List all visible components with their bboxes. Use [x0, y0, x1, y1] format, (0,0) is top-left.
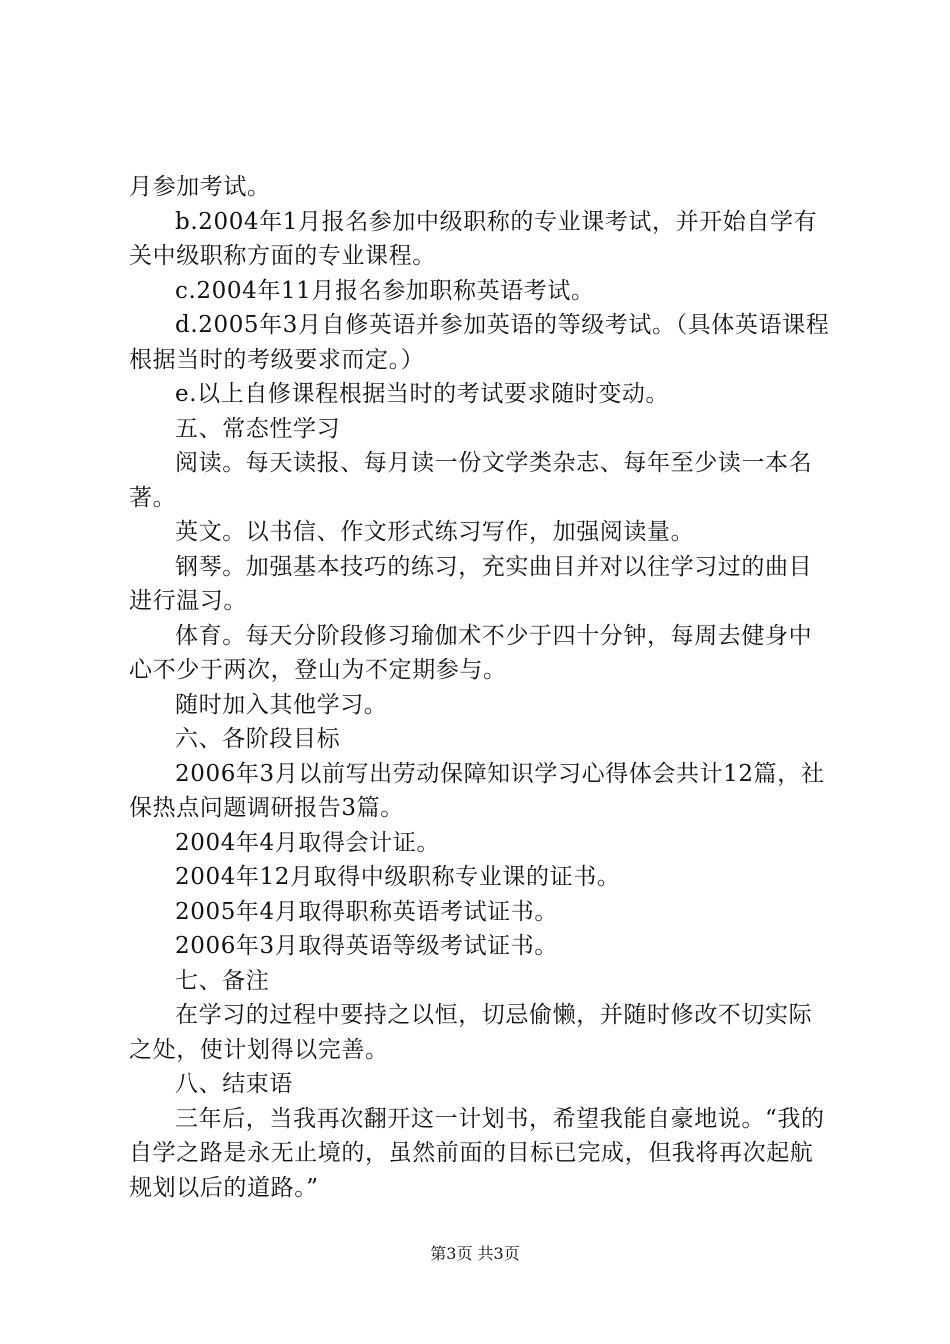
- page-footer: 第3页 共3页: [430, 1244, 520, 1263]
- paragraph: 2004年4月取得会计证。: [175, 829, 440, 856]
- document-body: [129, 170, 834, 1205]
- section-heading: 五、常态性学习: [175, 415, 341, 442]
- paragraph: 体育。每天分阶段修习瑜伽术不少于四十分钟，每周去健身中心不少于两次，登山为不定期参与。: [129, 622, 813, 683]
- section-heading: 八、结束语: [175, 1071, 293, 1097]
- paragraph: b.2004年1月报名参加中级职称的专业课考试，并开始自学有关中级职称方面的专业课程。: [129, 208, 818, 269]
- paragraph: 2005年4月取得职称英语考试证书。: [175, 898, 558, 925]
- paragraph: 钢琴。加强基本技巧的练习，充实曲目并对以往学习过的曲目进行温习。: [129, 553, 813, 614]
- paragraph: 月参加考试。: [129, 174, 271, 200]
- section-heading: 六、各阶段目标: [175, 726, 341, 752]
- paragraph: d.2005年3月自修英语并参加英语的等级考试。（具体英语课程根据当时的考级要求而定。）: [129, 312, 830, 373]
- paragraph: 2006年3月取得英语等级考试证书。: [175, 933, 558, 959]
- paragraph: 在学习的过程中要持之以恒，切忌偷懒，并随时修改不切实际之处，使计划得以完善。: [129, 1002, 813, 1063]
- paragraph: c.2004年11月报名参加职称英语考试。: [175, 277, 595, 304]
- paragraph: 2004年12月取得中级职称专业课的证书。: [175, 864, 621, 890]
- paragraph: 阅读。每天读报、每月读一份文学类杂志、每年至少读一本名著。: [129, 450, 813, 511]
- paragraph: 随时加入其他学习。: [175, 691, 388, 718]
- section-heading: 七、备注: [175, 967, 270, 994]
- paragraph: 2006年3月以前写出劳动保障知识学习心得体会共计12篇，社保热点问题调研报告3篇。: [129, 760, 825, 821]
- paragraph: 三年后，当我再次翻开这一计划书，希望我能自豪地说。“我的自学之路是永无止境的，虽然前面的目标已完成，但我将再次起航规划以后的道路。”: [129, 1105, 825, 1201]
- paragraph: 英文。以书信、作文形式练习写作，加强阅读量。: [175, 519, 695, 545]
- paragraph: e.以上自修课程根据当时的考试要求随时变动。: [175, 381, 670, 407]
